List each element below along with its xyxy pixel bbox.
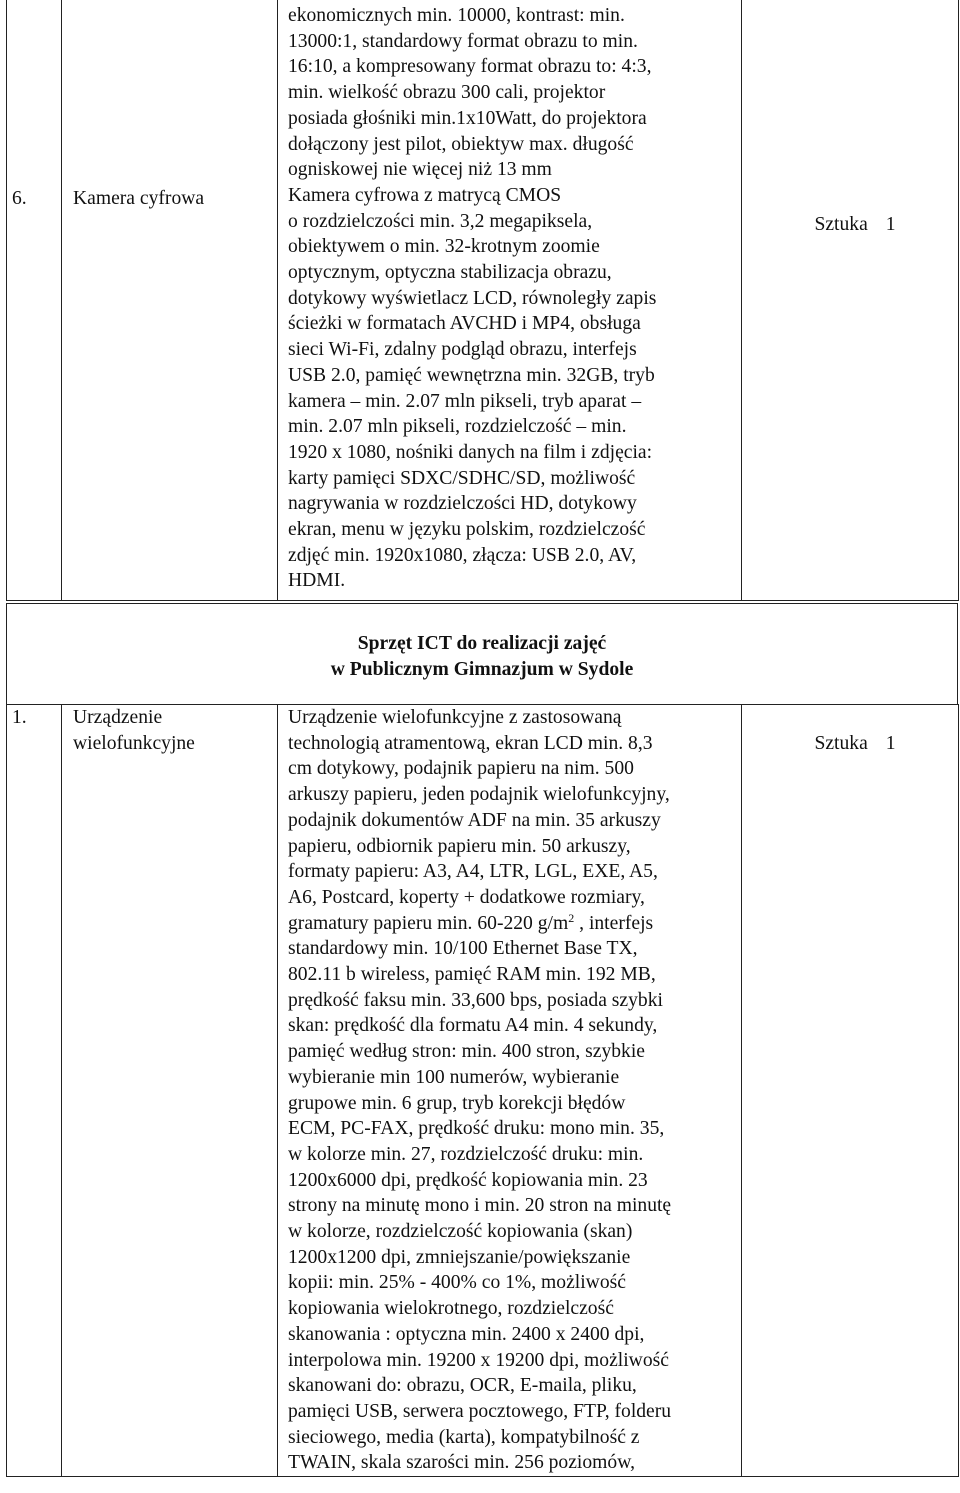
unit-cell bbox=[742, 0, 959, 601]
quantity-value: 1 bbox=[885, 732, 896, 754]
item-name: Kamera cyfrowa bbox=[73, 188, 205, 209]
unit-cell bbox=[742, 705, 959, 1477]
row-number: 6. bbox=[12, 188, 27, 209]
table-row bbox=[7, 705, 959, 1477]
item-description-text: Kamera cyfrowa z matrycą CMOS o rozdzielczości min. 3,2 megapiksela, obiektywem o min. 32-krotnym zoomie optycznym, optyczna stabilizacja obrazu, dotykowy wyświetlacz LCD, równoległy zapis ścieżki w formatach AVCHD i MP4, obsługa sieci Wi-Fi, zdalny podgląd obrazu, interfejs USB 2.0, pamięć wewnętrzna min. 32GB, tryb kamera – min. 2.07 mln pikseli, tryb aparat – min. 2.07 mln pikseli, rozdzielczość – min. 1920 x 1080, nośniki danych na film i zdjęcia: karty pamięci SDXC/SDHC/SD, możliwość nagrywania w rozdzielczości HD, dotykowy ekran, menu w języku polskim, rozdzielczość zdjęć min. 1920x1080, złącza: USB 2.0, AV, HDMI. bbox=[288, 184, 657, 592]
item-name: Urządzenie wielofunkcyjne bbox=[73, 707, 195, 754]
row-number: 1. bbox=[12, 707, 27, 728]
name-cell bbox=[62, 0, 278, 601]
lp-cell bbox=[7, 705, 62, 1477]
item-description bbox=[278, 0, 741, 600]
description-cell bbox=[278, 0, 742, 601]
unit-label: Sztuka bbox=[814, 213, 868, 235]
spec-table-bottom bbox=[6, 704, 959, 1477]
description-cell bbox=[278, 705, 742, 1477]
section-header bbox=[6, 603, 958, 705]
item-description-part1: Urządzenie wielofunkcyjne z zastosowaną technologią atramentową, ekran LCD min. 8,3 cm dotykowy, podajnik papieru na nim. 500 arkuszy papieru, jeden podajnik wielofunkcyjny, podajnik dokumentów ADF na min. 35 arkuszy papieru, odbiornik papieru min. 50 arkuszy, formaty papieru: A3, A4, LTR, LGL, EXE, A5, A6, Postcard, koperty + dodatkowe rozmiary, gramatury papieru min. 60-220 g/m bbox=[288, 707, 670, 934]
name-cell bbox=[62, 705, 278, 1477]
quantity-value: 1 bbox=[885, 213, 896, 235]
table-row bbox=[7, 0, 959, 601]
unit-label: Sztuka bbox=[814, 732, 868, 754]
item-description bbox=[278, 705, 741, 1476]
superscript-exponent: 2 bbox=[568, 910, 575, 925]
section-title bbox=[7, 631, 957, 682]
previous-item-description-tail: ekonomicznych min. 10000, kontrast: min. 13000:1, standardowy format obrazu to min. 16:10, a kompresowany format obrazu to: 4:3, min. wielkość obrazu 300 cali, projektor posiada głośniki min.1x10Watt, do projektora dołączony jest pilot, obiektyw max. długość ogniskowej nie więcej niż 13 mm bbox=[288, 5, 652, 181]
item-description-part2: , interfejs standardowy min. 10/100 Ethernet Base TX, 802.11 b wireless, pamięć RAM min. 192 MB, prędkość faksu min. 33,600 bps, posiada szybki skan: prędkość dla formatu A4 min. 4 sekundy, pamięć według stron: min. 400 stron, szybkie wybieranie min 100 numerów, wybieranie grupowe min. 6 grup, tryb korekcji błędów ECM, PC-FAX, prędkość druku: mono min. 35, w kolorze min. 27, rozdzielczość druku: min. 1200x6000 dpi, prędkość kopiowania min. 23 strony na minutę mono i min. 20 stron na minutę w kolorze, rozdzielczość kopiowania (skan) 1200x1200 dpi, zmniejszanie/powiększanie kopii: min. 25% - 400% co 1%, możliwość kopiowania wielokrotnego, rozdzielczość skanowania : optyczna min. 2400 x 2400 dpi, interpolowa min. 19200 x 19200 dpi, możliwość skanowani do: obrazu, OCR, E-maila, pliku, pamięci USB, serwera pocztowego, FTP, folderu sieciowego, media (karta), kompatybilność z TWAIN, skala szarości min. 256 poziomów, bbox=[288, 912, 672, 1474]
section-title-line2: w Publicznym Gimnazjum w Sydole bbox=[330, 658, 634, 680]
lp-cell bbox=[7, 0, 62, 601]
section-title-line1: Sprzęt ICT do realizacji zajęć bbox=[357, 633, 607, 654]
spec-table-top bbox=[6, 0, 959, 601]
